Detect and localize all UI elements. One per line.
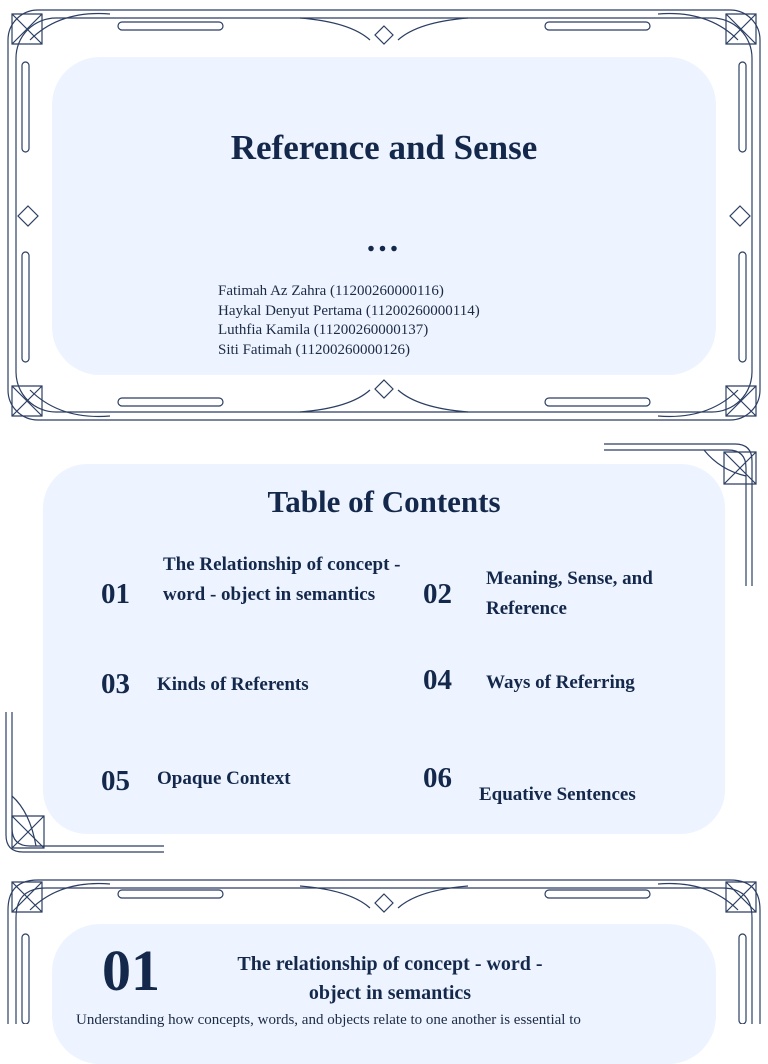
author-3: Luthfia Kamila (11200260000137) <box>218 322 429 338</box>
section-title: The relationship of concept - word - object in semantics <box>237 953 543 1004</box>
toc-title: Table of Contents <box>267 484 501 519</box>
table-of-contents-slide <box>0 440 768 860</box>
author-1: Fatimah Az Zahra (11200260000116) <box>218 283 444 299</box>
toc-number-04: 04 <box>423 664 452 696</box>
toc-number-06: 06 <box>423 762 452 794</box>
section-body: Understanding how concepts, words, and objects relate to one another is essential to <box>76 1012 581 1028</box>
toc-number-05: 05 <box>101 765 130 797</box>
toc-item-06[interactable]: Equative Sentences <box>479 784 636 805</box>
author-4: Siti Fatimah (11200260000126) <box>218 341 410 358</box>
toc-item-04[interactable]: Ways of Referring <box>486 672 635 693</box>
section-number: 01 <box>102 938 160 1003</box>
ellipsis: ... <box>366 222 402 259</box>
toc-number-01: 01 <box>101 578 130 610</box>
toc-item-01[interactable]: The Relationship of concept - word - object in semantics <box>163 554 401 605</box>
toc-number-02: 02 <box>423 578 452 610</box>
toc-item-02[interactable]: Meaning, Sense, and Reference <box>486 568 653 619</box>
section-01-slide <box>0 870 768 1028</box>
title-slide <box>0 0 768 430</box>
presentation-title: Reference and Sense <box>230 128 538 167</box>
toc-item-05[interactable]: Opaque Context <box>157 768 291 789</box>
toc-number-03: 03 <box>101 668 130 700</box>
toc-item-03[interactable]: Kinds of Referents <box>157 674 309 695</box>
author-list <box>218 282 480 360</box>
author-2: Haykal Denyut Pertama (11200260000114) <box>218 302 480 319</box>
